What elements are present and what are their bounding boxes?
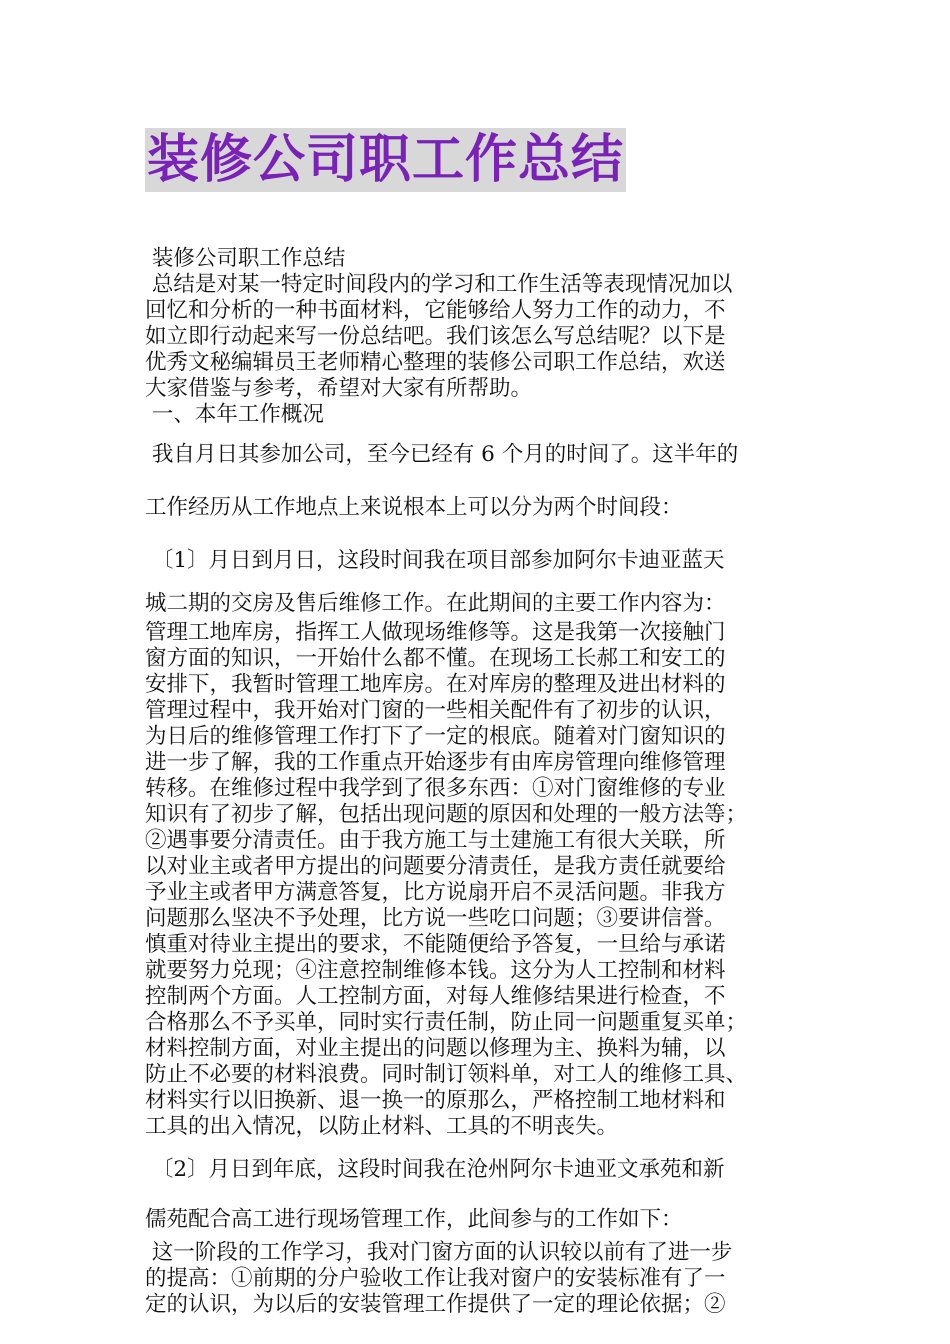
- text-line: 总结是对某一特定时间段内的学习和工作生活等表现情况加以: [145, 272, 733, 297]
- text-line: 我自月日其参加公司，至今已经有 6 个月的时间了。这半年的: [145, 442, 739, 467]
- text-line: 为日后的维修管理工作打下了一定的根底。随着对门窗知识的: [145, 724, 726, 749]
- title-highlight: [145, 128, 626, 192]
- text-line: 防止不必要的材料浪费。同时制订领料单，对工人的维修工具、: [145, 1062, 748, 1087]
- text-line: 儒苑配合高工进行现场管理工作，此间参与的工作如下：: [145, 1207, 683, 1232]
- text-line: 的提高：①前期的分户验收工作让我对窗户的安装标准有了一: [145, 1266, 726, 1291]
- text-line: 〔1〕月日到月日，这段时间我在项目部参加阿尔卡迪亚蓝天: [145, 548, 725, 573]
- text-line: 材料控制方面，对业主提出的问题以修理为主、换料为辅，以: [145, 1036, 726, 1061]
- text-line: 这一阶段的工作学习，我对门窗方面的认识较以前有了进一步: [145, 1240, 733, 1265]
- text-line: 控制两个方面。人工控制方面，对每人维修结果进行检查，不: [145, 984, 726, 1009]
- text-line: 问题那么坚决不予处理，比方说一些吃口问题；③要讲信誉。: [145, 906, 726, 931]
- text-line: 定的认识，为以后的安装管理工作提供了一定的理论依据；②: [145, 1292, 726, 1317]
- text-line: 安排下，我暂时管理工地库房。在对库房的整理及进出材料的: [145, 672, 726, 697]
- text-line: 材料实行以旧换新、退一换一的原那么，严格控制工地材料和: [145, 1088, 726, 1113]
- page-title: 装修公司职工作总结: [147, 130, 625, 190]
- text-line: 〔2〕月日到年底，这段时间我在沧州阿尔卡迪亚文承苑和新: [145, 1157, 725, 1182]
- text-line: 工具的出入情况，以防止材料、工具的不明丧失。: [145, 1114, 619, 1139]
- text-line: 就要努力兑现；④注意控制维修本钱。这分为人工控制和材料: [145, 958, 726, 983]
- text-line: 工作经历从工作地点上来说根本上可以分为两个时间段：: [145, 495, 683, 520]
- text-line: 如立即行动起来写一份总结吧。我们该怎么写总结呢？以下是: [145, 324, 726, 349]
- text-line: 慎重对待业主提出的要求，不能随便给予答复，一旦给与承诺: [145, 932, 726, 957]
- text-line: 管理工地库房，指挥工人做现场维修等。这是我第一次接触门: [145, 620, 726, 645]
- text-line: 城二期的交房及售后维修工作。在此期间的主要工作内容为：: [145, 591, 726, 616]
- document-body: [145, 246, 813, 1318]
- text-line: 转移。在维修过程中我学到了很多东西：①对门窗维修的专业: [145, 776, 726, 801]
- section-heading: 一、本年工作概况: [145, 402, 324, 427]
- text-line: 予业主或者甲方满意答复，比方说扇开启不灵活问题。非我方: [145, 880, 726, 905]
- text-line: 管理过程中，我开始对门窗的一些相关配件有了初步的认识，: [145, 698, 726, 723]
- text-line: 装修公司职工作总结: [145, 246, 346, 271]
- text-line: 知识有了初步了解，包括出现问题的原因和处理的一般方法等；: [145, 802, 748, 827]
- text-line: 合格那么不予买单，同时实行责任制，防止同一问题重复买单；: [145, 1010, 748, 1035]
- text-line: 进一步了解，我的工作重点开始逐步有由库房管理向维修管理: [145, 750, 726, 775]
- text-line: ②遇事要分清责任。由于我方施工与土建施工有很大关联，所: [145, 828, 726, 853]
- text-line: 回忆和分析的一种书面材料，它能够给人努力工作的动力，不: [145, 298, 726, 323]
- text-line: 大家借鉴与参考，希望对大家有所帮助。: [145, 376, 533, 401]
- text-line: 优秀文秘编辑员王老师精心整理的装修公司职工作总结，欢送: [145, 350, 726, 375]
- text-line: 窗方面的知识，一开始什么都不懂。在现场工长郝工和安工的: [145, 646, 726, 671]
- text-line: 以对业主或者甲方提出的问题要分清责任，是我方责任就要给: [145, 854, 726, 879]
